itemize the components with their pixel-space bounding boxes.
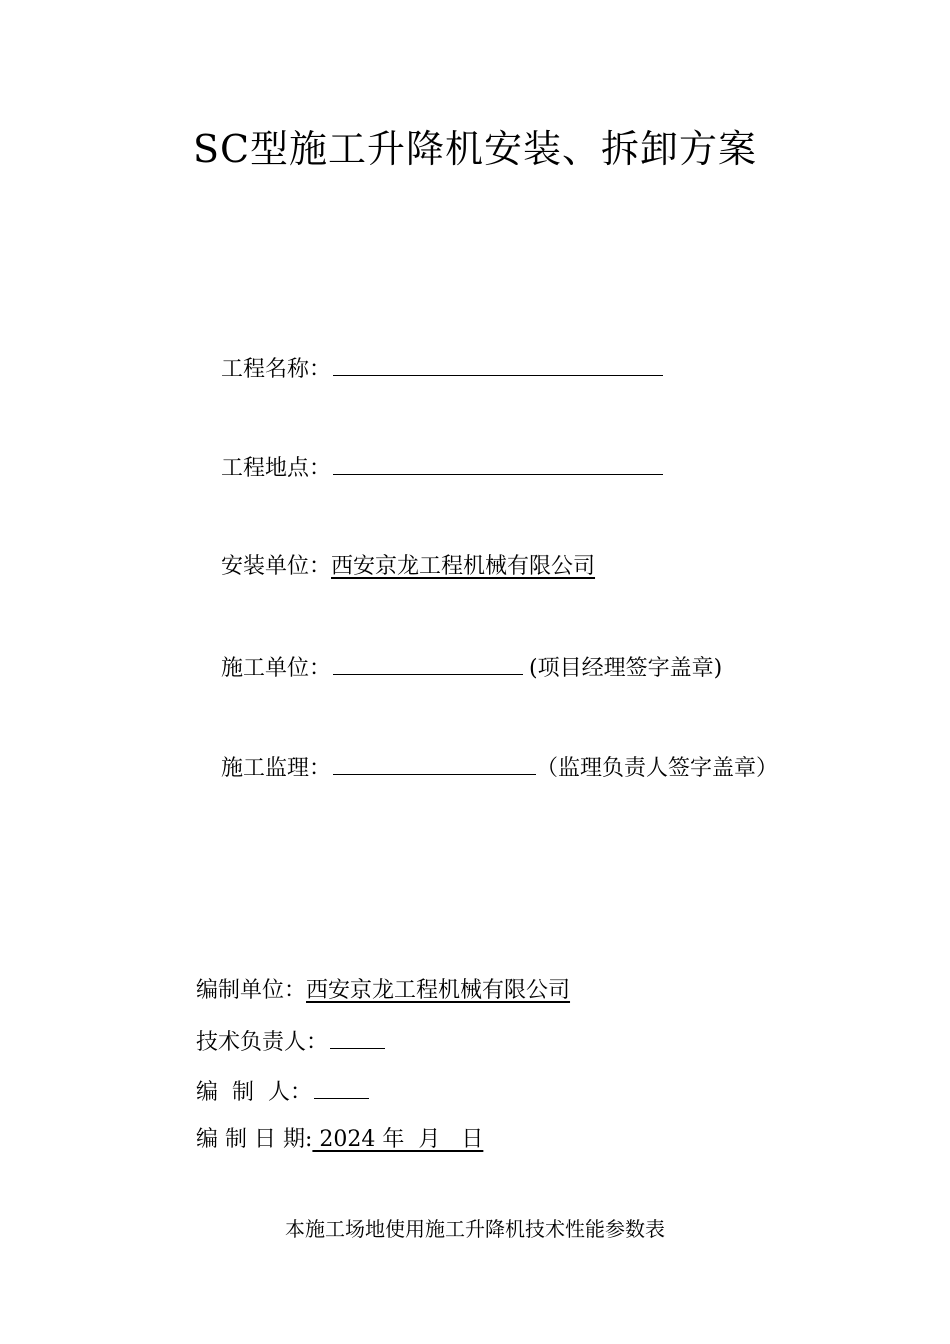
compile-date-field [196, 1125, 483, 1155]
contractor-blank[interactable] [333, 652, 523, 675]
tech-lead-label: 技术负责人： [196, 1030, 329, 1055]
tech-lead-field [196, 1026, 385, 1058]
author-blank[interactable] [314, 1076, 369, 1099]
project-name-label: 工程名称： [221, 357, 332, 382]
supervisor-label: 施工监理： [221, 756, 332, 781]
supervisor-field [221, 752, 778, 784]
project-name-field [221, 353, 663, 385]
compile-date-value: 2024 年 月 日 [312, 1127, 484, 1152]
installer-field [221, 552, 595, 582]
project-location-blank[interactable] [333, 452, 663, 475]
page-title: SC型施工升降机安装、拆卸方案 [192, 127, 758, 171]
tech-lead-blank[interactable] [330, 1026, 385, 1049]
project-name-blank[interactable] [333, 353, 663, 376]
author-field [196, 1076, 369, 1108]
supervisor-note: （监理负责人签字盖章） [536, 756, 779, 781]
project-location-field [221, 452, 663, 484]
contractor-note: (项目经理签字盖章) [529, 656, 723, 681]
compiled-unit-value: 西安京龙工程机械有限公司 [306, 978, 571, 1003]
compile-date-label: 编 制 日 期: [196, 1127, 313, 1152]
installer-value: 西安京龙工程机械有限公司 [331, 554, 596, 579]
contractor-label: 施工单位： [221, 656, 332, 681]
supervisor-blank[interactable] [333, 752, 536, 775]
project-location-label: 工程地点： [221, 456, 332, 481]
contractor-field [221, 652, 722, 684]
footer-caption: 本施工场地使用施工升降机技术性能参数表 [285, 1217, 665, 1241]
author-label: 编 制 人： [196, 1080, 312, 1105]
compiled-unit-field [196, 976, 570, 1006]
compiled-unit-label: 编制单位： [196, 978, 307, 1003]
installer-label: 安装单位： [221, 554, 332, 579]
